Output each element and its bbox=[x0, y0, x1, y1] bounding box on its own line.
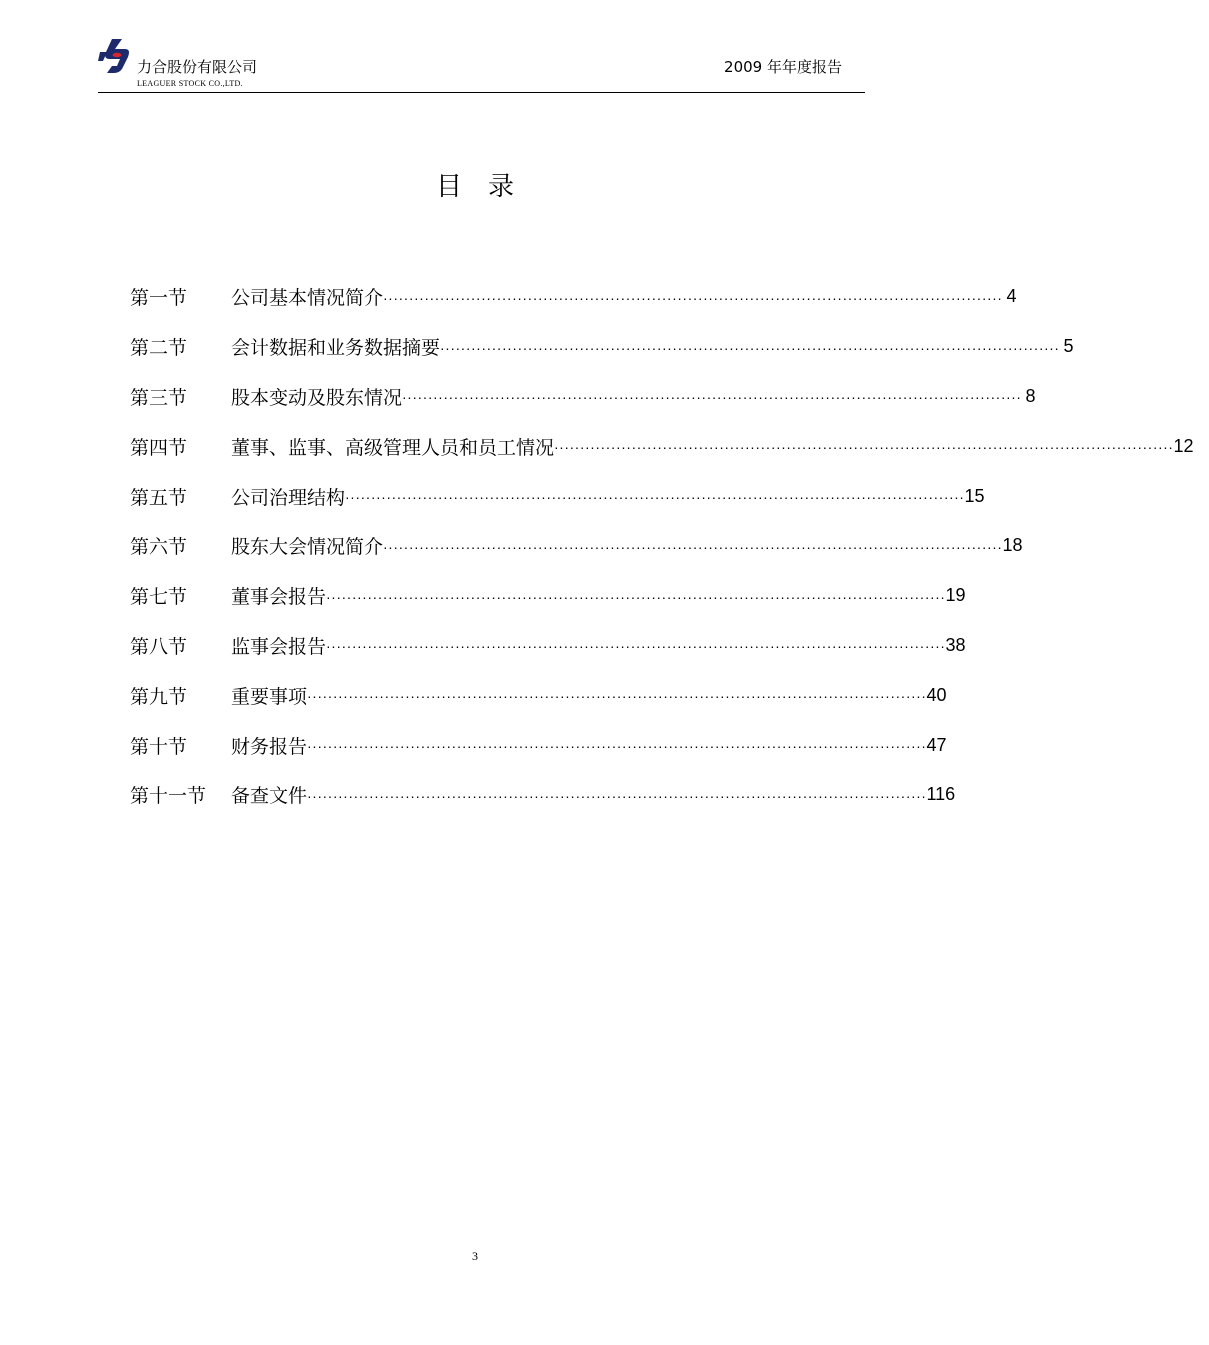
toc-entry-section: 第三节 bbox=[130, 386, 188, 409]
toc-entry-section: 第五节 bbox=[130, 486, 188, 509]
toc-entry-title: 股本变动及股东情况 bbox=[231, 386, 403, 409]
toc-entry-title: 重要事项 bbox=[231, 685, 308, 708]
toc-list bbox=[130, 272, 1194, 820]
toc-entry-page: 19 bbox=[945, 585, 966, 606]
toc-entry-page: 15 bbox=[964, 485, 985, 506]
toc-entry[interactable] bbox=[130, 322, 1074, 372]
toc-entry-page: 12 bbox=[1173, 435, 1194, 456]
toc-entry-title: 会计数据和业务数据摘要 bbox=[231, 337, 441, 360]
toc-entry-section: 第八节 bbox=[130, 635, 188, 658]
toc-entry-title: 董事会报告 bbox=[231, 586, 327, 609]
toc-entry-page: 40 bbox=[926, 684, 947, 705]
toc-entry-section: 第九节 bbox=[130, 685, 188, 708]
toc-entry[interactable] bbox=[130, 421, 1194, 471]
toc-entry[interactable] bbox=[130, 272, 1017, 322]
toc-entry-title: 董事、监事、高级管理人员和员工情况 bbox=[231, 436, 555, 459]
company-name-en: LEAGUER STOCK CO.,LTD. bbox=[137, 79, 243, 88]
toc-entry-dot-leader: ························································································································ bbox=[326, 588, 946, 605]
toc-entry-title: 股东大会情况简介 bbox=[231, 536, 384, 559]
toc-entry-section: 第七节 bbox=[130, 586, 188, 609]
toc-entry-section: 第六节 bbox=[130, 536, 188, 559]
report-title: 2009 年年度报告 bbox=[724, 58, 842, 76]
toc-entry-dot-leader: ························································································································ bbox=[440, 339, 1060, 356]
toc-entry-dot-leader: ························································································································ bbox=[383, 289, 1003, 306]
toc-entry-section: 第十一节 bbox=[130, 785, 207, 808]
toc-entry-dot-leader: ························································································································ bbox=[383, 538, 1003, 555]
toc-entry[interactable] bbox=[130, 720, 947, 770]
toc-entry-section: 第十节 bbox=[130, 735, 188, 758]
toc-entry-section: 第四节 bbox=[130, 436, 188, 459]
toc-entry-page: 18 bbox=[1002, 535, 1023, 556]
toc-entry[interactable] bbox=[130, 471, 985, 521]
toc-heading: 目录 bbox=[435, 172, 540, 202]
toc-entry-page: 47 bbox=[926, 734, 947, 755]
toc-entry-dot-leader: ························································································································ bbox=[307, 738, 927, 755]
toc-entry-page: 4 bbox=[1006, 286, 1017, 307]
leaguer-logo-icon bbox=[98, 38, 136, 74]
toc-entry[interactable] bbox=[130, 372, 1036, 422]
toc-entry-title: 公司治理结构 bbox=[231, 486, 346, 509]
toc-entry-dot-leader: ························································································································ bbox=[554, 439, 1174, 456]
toc-entry-dot-leader: ························································································································ bbox=[402, 389, 1022, 406]
toc-entry[interactable] bbox=[130, 670, 947, 720]
toc-entry-section: 第一节 bbox=[130, 287, 188, 310]
toc-entry-dot-leader: ························································································································ bbox=[326, 638, 946, 655]
toc-entry-page: 5 bbox=[1063, 336, 1074, 357]
toc-entry-page: 8 bbox=[1025, 385, 1036, 406]
toc-entry[interactable] bbox=[130, 571, 966, 621]
toc-entry-title: 监事会报告 bbox=[231, 635, 327, 658]
toc-entry-title: 公司基本情况简介 bbox=[231, 287, 384, 310]
toc-entry-page: 116 bbox=[926, 784, 956, 805]
toc-entry-dot-leader: ························································································································ bbox=[345, 489, 965, 506]
toc-entry-page: 38 bbox=[945, 634, 966, 655]
toc-entry[interactable] bbox=[130, 621, 966, 671]
toc-entry-title: 财务报告 bbox=[231, 735, 308, 758]
toc-entry-section: 第二节 bbox=[130, 337, 188, 360]
header-divider bbox=[98, 92, 865, 93]
toc-entry[interactable] bbox=[130, 521, 1023, 571]
page-number: 3 bbox=[472, 1249, 478, 1263]
toc-entry-dot-leader: ························································································································ bbox=[307, 688, 927, 705]
company-name-cn: 力合股份有限公司 bbox=[137, 58, 258, 76]
toc-entry-title: 备查文件 bbox=[231, 785, 308, 808]
toc-entry-dot-leader: ························································································································ bbox=[307, 787, 927, 804]
toc-entry[interactable] bbox=[130, 770, 956, 820]
